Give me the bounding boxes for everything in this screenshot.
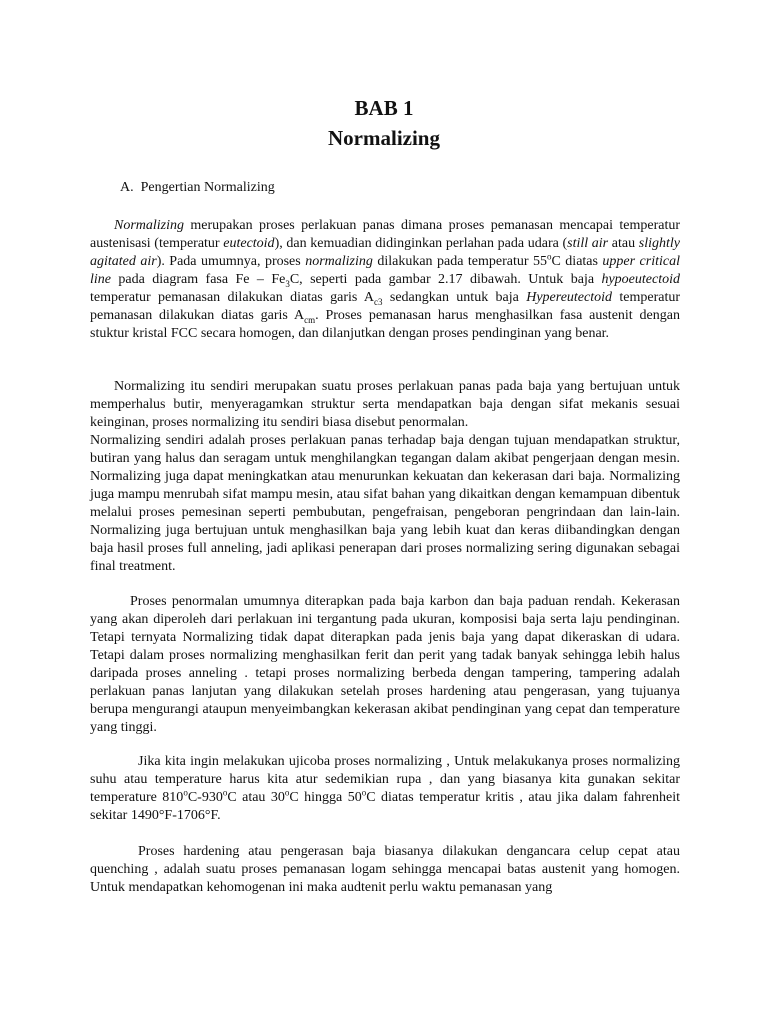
- section-marker: A.: [120, 180, 134, 195]
- body-block-3: [90, 593, 680, 755]
- paragraph-1: Normalizing merupakan proses perlakuan panas dimana proses pemanasan mencapai temperatur austenisasi (temperatur eutectoid), dan kemuadian didinginkan perlahan pada udara (still air atau slightly agitated air). Pada umumnya, proses normalizing dilakukan pada temperatur 55$^o$C diatas upper critical line pada diagram fasa Fe – $Fe_3C$, seperti pada gambar 2.17 dibawah. Untuk baja hypoeutectoid temperatur pemanasan dilakukan diatas garis $A_{c3}$ sedangkan untuk baja Hypereutectoid temperatur pemanasan dilakukan diatas garis $A_{cm}$. Proses pemanasan harus menghasilkan fasa austenit dengan stuktur kristal FCC secara homogen, dan dilanjutkan dengan proses pendinginan yang benar.: [90, 218, 681, 341]
- section-heading: [120, 180, 275, 196]
- paragraph-4: Proses penormalan umumnya diterapkan pada baja karbon dan baja paduan rendah. Kekerasan yang akan diperoleh dari perlakuan ini tergantung pada ukuran, komposisi baja serta laju pendinginan. Tetapi ternyata Normalizing tidak dapat diterapkan pada jenis baja yang dapat dikeraskan di udara. Tetapi dalam proses normalizing menghasilkan ferit dan perit yang tadak banyak sehingga lebih halus daripada proses anneling . tetapi proses normalizing berbeda dengan tampering, tampering adalah perlakuan panas lanjutan yang dilakukan setelah proses hardening atau pengerasan, yang tujuanya berupa mengurangi ataupun menyeimbangkan kekerasan akibat pendinginan yang cepat dan temperature yang tinggi.: [90, 594, 680, 735]
- section-title: Pengertian Normalizing: [140, 180, 275, 195]
- body-block-2: [90, 378, 680, 594]
- body-block-5: [90, 843, 680, 915]
- body-block-4: [90, 753, 680, 843]
- chapter-name: Normalizing: [328, 126, 440, 150]
- paragraph-3: Normalizing sendiri adalah proses perlakuan panas terhadap baja dengan tujuan mendapatkan struktur, butiran yang halus dan seragam untuk menghilangkan tegangan dalam akibat pengerjaan dengan mesin. Normalizing juga dapat meningkatkan atau menurunkan kekuatan dan kekerasan dari baja. Normalizing juga mampu menrubah sifat mampu mesin, atau sifat bahan yang dikaitkan dengan kemampuan dibentuk melalui proses pemesinan seperti pembubutan, pengefraisan, pengeboran pengrindaan dan lain-lain. Normalizing juga bertujuan untuk menghasilkan baja yang lebih kuat dan keras diibandingkan dengan baja hasil proses full anneling, jadi aplikasi penerapan dari proses normalizing sering digunakan sebagai final treatment.: [90, 433, 680, 574]
- chapter-number: BAB 1: [354, 96, 414, 120]
- chapter-title: [0, 93, 768, 153]
- body-block-1: [90, 217, 680, 361]
- paragraph-6: Proses hardening atau pengerasan baja biasanya dilakukan dengancara celup cepat atau quenching , adalah suatu proses pemanasan logam sehingga mencapai batas austenit yang homogen. Untuk mendapatkan kehomogenan ini maka audtenit perlu waktu pemanasan yang: [90, 844, 680, 895]
- paragraph-2: Normalizing itu sendiri merupakan suatu proses perlakuan panas pada baja yang bertujuan untuk memperhalus butir, menyeragamkan struktur serta mendapatkan baja dengan sifat mekanis sesuai keinginan, proses normalizing itu sendiri biasa disebut penormalan.: [90, 379, 680, 430]
- paragraph-5: Jika kita ingin melakukan ujicoba proses normalizing , Untuk melakukanya proses normalizing suhu atau temperature harus kita atur sedemikian rupa , dan yang biasanya kita gunakan sekitar temperature 810$^o$C-930$^o$C atau 30$^o$C hingga 50$^o$C diatas temperatur kritis , atau jika dalam fahrenheit sekitar 1490°F-1706°F.: [90, 754, 680, 823]
